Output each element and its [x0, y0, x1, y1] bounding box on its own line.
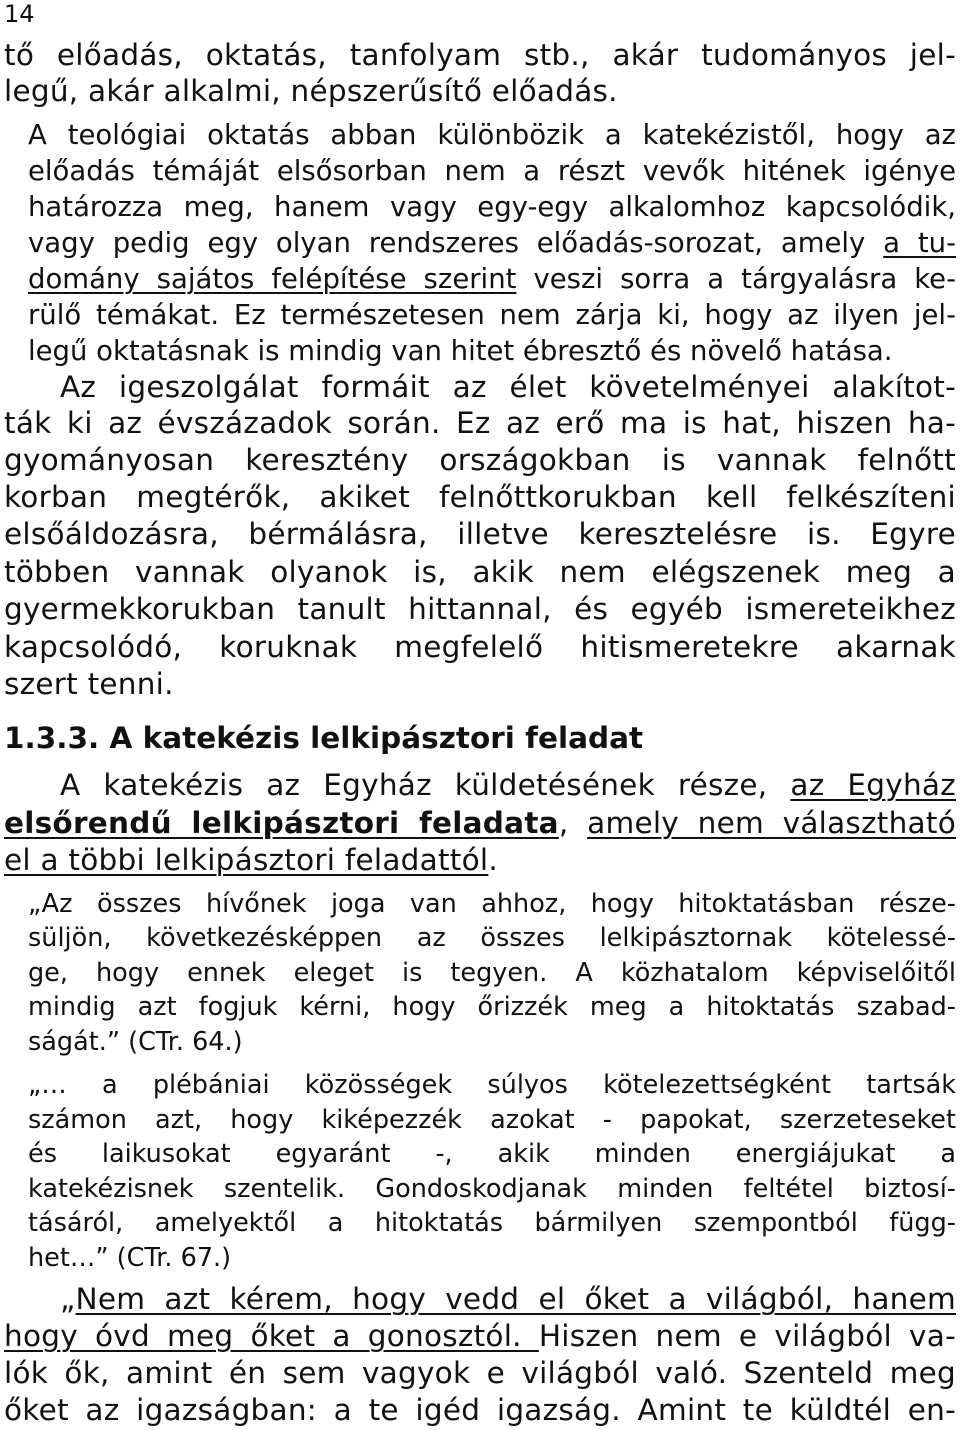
text-line: Az igeszolgálat formáit az élet követelményei alakítot-	[60, 370, 956, 404]
text-line: korban megtérők, akiket felnőttkorukban kell felkészíteni	[4, 480, 956, 514]
underlined-text: az Egyház	[790, 768, 956, 802]
text-line: ták ki az évszázadok során. Ez az erő ma is hat, hiszen ha-	[4, 406, 956, 440]
text-line: ge, hogy ennek eleget is tegyen. A közhatalom képviselőitől	[28, 958, 956, 988]
text-run: A katekézis az Egyház küldetésének része,	[60, 768, 791, 802]
text-run: Hiszen nem e világból va-	[538, 1319, 956, 1353]
text-line: kapcsolódó, koruknak megfelelő hitismeretekre akarnak	[4, 630, 956, 664]
underlined-text: amely nem választható	[587, 806, 956, 840]
text-line: „Az összes hívőnek joga van ahhoz, hogy hitoktatásban része-	[28, 889, 956, 919]
text-line: gyermekkorukban tanult hittannal, és egyéb ismereteikhez	[4, 592, 956, 626]
text-line: A teológiai oktatás abban különbözik a katekézistől, hogy az	[28, 119, 956, 151]
text-line: legű oktatásnak is mindig van hitet ébresztő és növelő hatása.	[28, 335, 893, 367]
text-line: gyományosan keresztény országokban is vannak felnőtt	[4, 443, 956, 477]
text-line: katekézisnek szentelik. Gondoskodjanak minden feltétel biztosí-	[28, 1174, 956, 1204]
text-run: veszi sorra a tárgyalásra ke-	[516, 263, 957, 295]
page-number: 14	[4, 0, 35, 28]
bold-underlined-text: elsőrendű lelkipásztori feladata	[4, 806, 559, 840]
text-line: tásáról, amelyektől a hitoktatás bármilyen szempontból függ-	[28, 1208, 956, 1238]
text-line: őket az igazságban: a te igéd igazság. Amint te küldtél en-	[4, 1393, 956, 1427]
text-line: és laikusokat egyaránt -, akik minden energiájukat a	[28, 1139, 956, 1169]
text-line: szert tenni.	[4, 667, 174, 701]
text-line	[4, 806, 956, 840]
text-run: „	[60, 1282, 76, 1316]
text-line: „… a plébániai közösségek súlyos kötelezettségként tartsák	[28, 1070, 956, 1100]
text-line: elsőáldozásra, bérmálásra, illetve keresztelésre is. Egyre	[4, 517, 956, 551]
text-run: .	[488, 843, 498, 877]
text-line: többen vannak olyanok is, akik nem elégszenek meg a	[4, 555, 956, 589]
text-run: vagy pedig egy olyan rendszeres előadás-sorozat, amely	[28, 227, 884, 259]
underlined-text: hogy óvd meg őket a gonosztól.	[4, 1319, 539, 1353]
text-line	[4, 843, 498, 877]
text-line: süljön, következésképpen az összes lelkipásztornak kötelessé-	[28, 923, 956, 953]
underlined-text: a tu-	[883, 227, 956, 259]
text-line: ságát.” (CTr. 64.)	[28, 1027, 243, 1057]
underlined-text: el a többi lelkipásztori feladattól	[4, 843, 489, 877]
text-line: het…” (CTr. 67.)	[28, 1243, 232, 1273]
text-line: lók ők, amint én sem vagyok e világból való. Szenteld meg	[4, 1356, 956, 1390]
underlined-text: Nem azt kérem, hogy vedd el őket a világból, hanem	[75, 1282, 956, 1316]
text-line: tő előadás, oktatás, tanfolyam stb., akár tudományos jel-	[4, 38, 956, 72]
text-line	[60, 768, 956, 802]
text-line: előadás témáját elsősorban nem a részt vevők hitének igénye	[28, 155, 956, 187]
text-line: rülő témákat. Ez természetesen nem zárja ki, hogy az ilyen jel-	[28, 299, 956, 331]
text-run: ,	[558, 806, 588, 840]
text-line: számon azt, hogy kiképezzék azokat - papokat, szerzeteseket	[28, 1105, 956, 1135]
text-line: mindig azt fogjuk kérni, hogy őrizzék meg a hitoktatás szabad-	[28, 992, 956, 1022]
text-line: határozza meg, hanem vagy egy-egy alkalomhoz kapcsolódik,	[28, 191, 956, 223]
text-line	[28, 263, 956, 295]
text-line: legű, akár alkalmi, népszerűsítő előadás.	[4, 74, 618, 108]
text-line	[28, 227, 956, 259]
underlined-text: domány sajátos felépítése szerint	[28, 263, 517, 295]
text-line	[4, 1319, 956, 1353]
text-line	[60, 1282, 956, 1316]
section-heading: 1.3.3. A katekézis lelkipásztori feladat	[4, 721, 644, 755]
